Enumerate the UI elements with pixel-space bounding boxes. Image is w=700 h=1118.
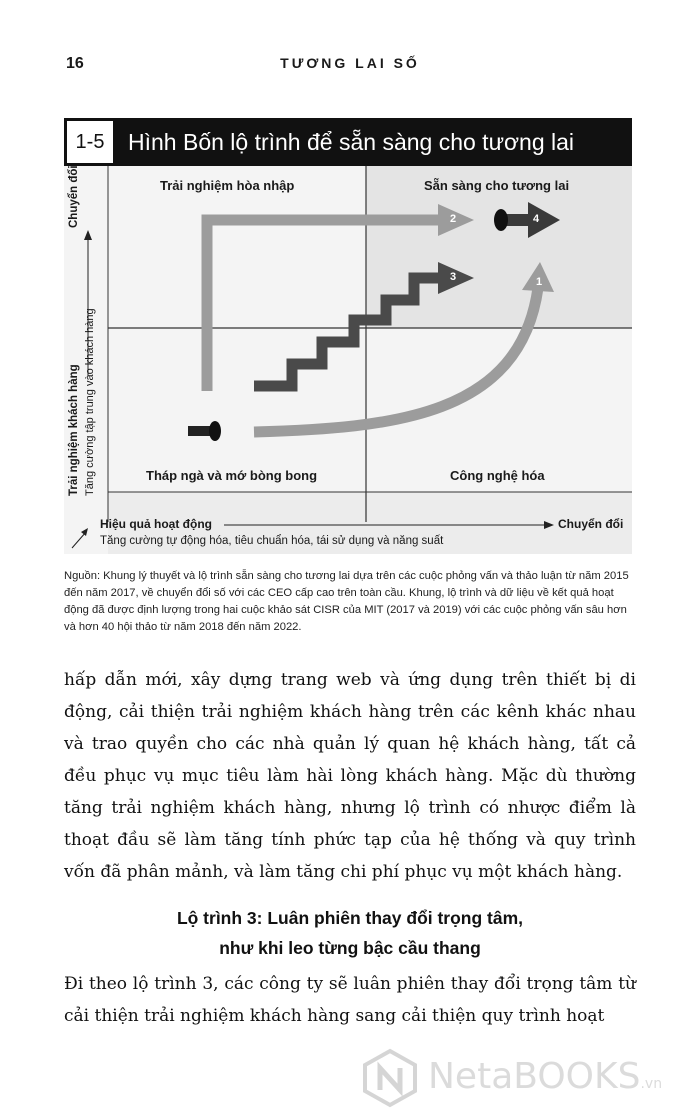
x-axis-right-label: Chuyển đổi bbox=[558, 517, 624, 531]
running-head: TƯƠNG LAI SỐ bbox=[280, 55, 420, 71]
y-axis-labels bbox=[64, 166, 108, 522]
path-label-3: 3 bbox=[450, 271, 457, 283]
watermark-text bbox=[428, 1056, 662, 1097]
body-paragraph-1: hấp dẫn mới, xây dựng trang web và ứng dụng trên thiết bị di động, cải thiện trải nghiệm khách hàng trên các kênh khác nhau và trao quyền cho các nhà quản lý quan hệ khách hàng, tất cả đều phục vụ mục tiêu làm hài lòng khách hàng. Mặc dù thường tăng trải nghiệm khách hàng, nhưng lộ trình có nhược điểm là thoạt đầu sẽ làm tăng tính phức tạp của hệ thống và quy trình vốn đã phân mảnh, và làm tăng chi phí phục vụ một khách hàng. bbox=[64, 670, 636, 882]
body-paragraph-2: Đi theo lộ trình 3, các công ty sẽ luân phiên thay đổi trọng tâm từ cải thiện trải nghiệm khách hàng sang cải thiện quy trình hoạt bbox=[64, 974, 636, 1026]
quadrant-bottom-left-label: Tháp ngà và mớ bòng bong bbox=[146, 468, 318, 483]
watermark bbox=[360, 1048, 690, 1108]
section-heading-line-2: như khi leo từng bậc cầu thang bbox=[219, 938, 481, 958]
y-axis-sub-label: Tăng cường tập trung vào khách hàng bbox=[84, 308, 96, 496]
y-axis-top-label: Chuyển đổi bbox=[68, 165, 80, 228]
figure-chart bbox=[64, 166, 632, 554]
path-label-4: 4 bbox=[533, 213, 540, 225]
y-axis-main-label: Trải nghiệm khách hàng bbox=[68, 364, 80, 496]
figure-header bbox=[64, 118, 632, 166]
path-label-1: 1 bbox=[536, 276, 543, 288]
x-axis-sub-label: Tăng cường tự động hóa, tiêu chuẩn hóa, tái sử dụng và năng suất bbox=[100, 535, 444, 547]
quadrant-bottom-right-label: Công nghệ hóa bbox=[450, 468, 545, 483]
figure-title: Hình Bốn lộ trình để sẵn sàng cho tương lai bbox=[128, 129, 575, 155]
quadrant-top-left-label: Trải nghiệm hòa nhập bbox=[160, 178, 295, 193]
netabooks-logo-icon bbox=[360, 1048, 420, 1108]
figure-number: 1-5 bbox=[64, 118, 116, 166]
quadrant-top-right-label: Sẵn sàng cho tương lai bbox=[424, 178, 570, 193]
watermark-brand: NetaBOOKS bbox=[428, 1056, 641, 1097]
page-number: 16 bbox=[66, 55, 84, 72]
section-heading-line-1: Lộ trình 3: Luân phiên thay đổi trọng tâm, bbox=[176, 908, 524, 928]
figure-source-note: Nguồn: Khung lý thuyết và lộ trình sẵn sàng cho tương lai dựa trên các cuộc phỏng vấn và thảo luận từ năm 2015 đến năm 2017, về chuyển đổi số với các CEO cấp cao trên toàn cầu. Khung, lộ trình và dữ liệu về kết quả hoạt động đã được định lượng trong hai cuộc khảo sát CISR của MIT (2017 và 2019) với các cuộc phỏng vấn sâu hơn và hơn 40 hội thảo từ năm 2018 đến năm 2022. bbox=[64, 570, 629, 633]
path-label-2: 2 bbox=[450, 213, 457, 225]
section-heading bbox=[64, 903, 636, 963]
watermark-tld: .vn bbox=[640, 1076, 663, 1092]
x-axis-main-label: Hiệu quả hoạt động bbox=[100, 517, 212, 531]
